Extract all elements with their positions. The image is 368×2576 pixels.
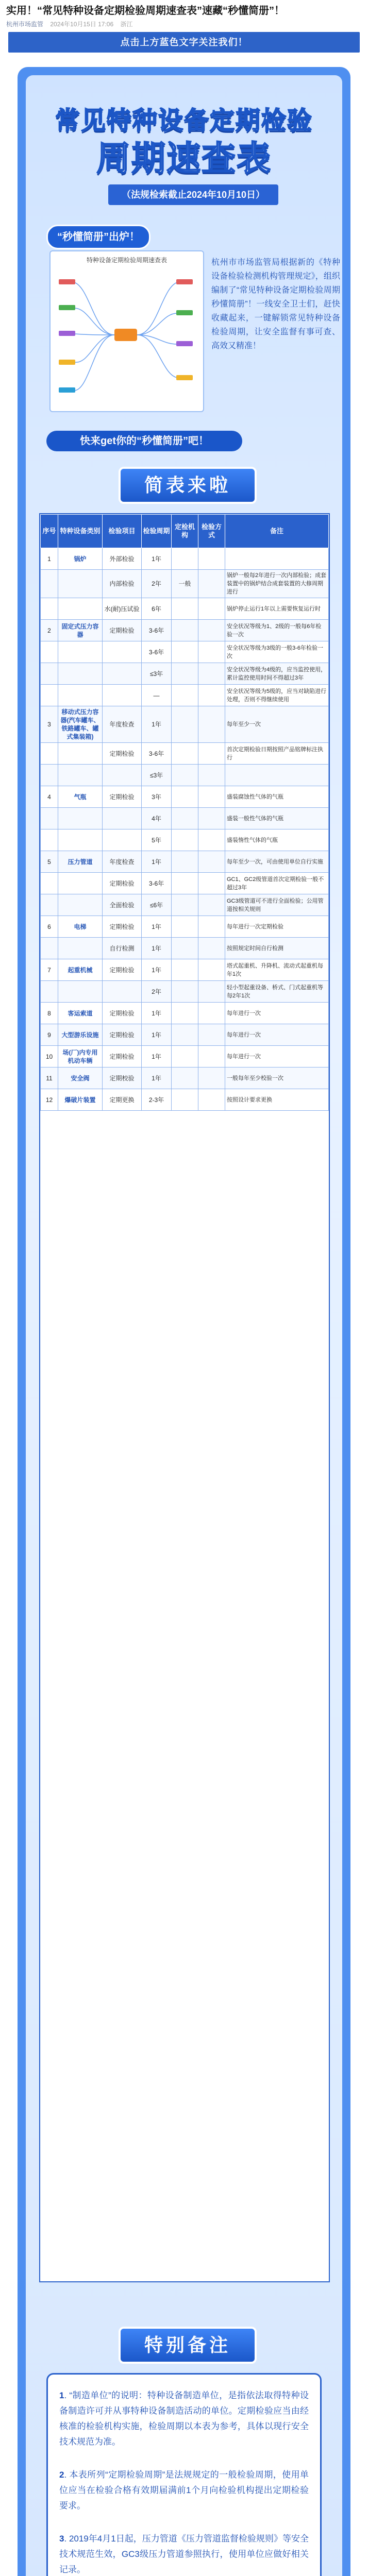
table-cell: 每年至少一次，可由使用单位自行实施: [225, 851, 329, 873]
table-row: [41, 1046, 329, 1067]
table-cell: [103, 808, 142, 829]
table-cell: [172, 894, 198, 916]
table-cell: 定期检验: [103, 786, 142, 808]
table-cell: [58, 570, 103, 598]
table-cell: 2年: [142, 570, 172, 598]
table-cell: 安全状况等级为3级的一般3-6年检验一次: [225, 641, 329, 663]
table-cell: 2年: [142, 981, 172, 1003]
table-cell: [198, 1046, 225, 1067]
table-cell: [198, 786, 225, 808]
table-cell: 锅炉停止运行1年以上需要恢复运行时: [225, 598, 329, 620]
table-cell: [172, 981, 198, 1003]
table-cell: 每年进行一次定期检验: [225, 916, 329, 938]
table-cell: 定期检验: [103, 916, 142, 938]
table-cell: 起重机械: [58, 959, 103, 981]
poster-subtitle: （法规检索截止2024年10月10日）: [108, 184, 278, 205]
table-cell: [58, 685, 103, 706]
table-cell: GC1、GC2级管道首次定期检验一般不超过3年: [225, 873, 329, 894]
table-cell: 安全状况等级为4级的，应当监控使用，累计监控使用时间不得超过3年: [225, 663, 329, 685]
table-cell: ≤6年: [142, 894, 172, 916]
table-cell: [198, 851, 225, 873]
table-cell: [41, 743, 58, 765]
table-cell: 锅炉: [58, 548, 103, 570]
table-cell: [41, 765, 58, 786]
table-cell: [198, 1003, 225, 1024]
table-cell: 定期更换: [103, 1089, 142, 1111]
table-cell: 定期检验: [103, 873, 142, 894]
table-cell: 一般每年至少校验一次: [225, 1067, 329, 1089]
table-cell: 内部检验: [103, 570, 142, 598]
table-cell: 1年: [142, 548, 172, 570]
table-cell: [172, 663, 198, 685]
table-cell: [198, 685, 225, 706]
note-number: 1: [59, 2391, 64, 2400]
table-cell: 1年: [142, 916, 172, 938]
table-cell: [41, 598, 58, 620]
article-meta: [6, 20, 362, 28]
table-cell: [41, 808, 58, 829]
publish-location: 浙江: [120, 21, 133, 28]
table-header-cell: 检验项目: [103, 515, 142, 548]
mascot-tag: “秒懂简册”出炉！: [46, 225, 150, 249]
note-text: “制造单位”的说明：特种设备制造单位，是指依法取得特种设备制造许可并从事特种设备制造活动的单位。定期检验应当由经核准的检验机构实施，检验周期以本表为参考，具体以现行安全技术规范为准。: [59, 2391, 309, 2447]
table-body: [41, 548, 329, 1111]
table-cell: [198, 829, 225, 851]
table-cell: 3-6年: [142, 641, 172, 663]
table-cell: [198, 938, 225, 959]
table-cell: [198, 765, 225, 786]
table-cell: [41, 894, 58, 916]
table-cell: [198, 808, 225, 829]
table-cell: [198, 959, 225, 981]
poster-inner: [26, 75, 342, 2576]
table-cell: [198, 663, 225, 685]
table-header-cell: 备注: [225, 515, 329, 548]
table-cell: [58, 873, 103, 894]
table-row: [41, 570, 329, 598]
table-cell: [58, 894, 103, 916]
table-cell: [172, 685, 198, 706]
table-cell: 8: [41, 1003, 58, 1024]
inspection-table-grid: [40, 514, 329, 1111]
notes-card: [46, 2373, 322, 2576]
table-row: [41, 873, 329, 894]
table-cell: 安全状况等级为5级的，应当对缺陷进行处理，否则不得继续使用: [225, 685, 329, 706]
table-cell: 定期检验: [103, 1003, 142, 1024]
table-header-cell: 检验方式: [198, 515, 225, 548]
table-cell: [172, 641, 198, 663]
table-cell: 2-3年: [142, 1089, 172, 1111]
table-cell: [198, 873, 225, 894]
table-row: [41, 829, 329, 851]
table-cell: 锅炉一般每2年进行一次内部检验；成套装置中的锅炉结合成套装置的大修周期进行: [225, 570, 329, 598]
table-cell: 年度检查: [103, 706, 142, 743]
table-cell: [41, 938, 58, 959]
table-cell: [172, 786, 198, 808]
table-row: [41, 620, 329, 641]
table-cell: [58, 808, 103, 829]
table-header-cell: 序号: [41, 515, 58, 548]
table-cell: [58, 743, 103, 765]
table-cell: ≤3年: [142, 663, 172, 685]
table-cell: [172, 598, 198, 620]
table-row: [41, 1003, 329, 1024]
table-cell: [172, 873, 198, 894]
table-cell: 定期校验: [103, 1067, 142, 1089]
table-row: [41, 959, 329, 981]
table-row: [41, 743, 329, 765]
table-cell: 定期检验: [103, 743, 142, 765]
table-row: [41, 706, 329, 743]
table-cell: [58, 981, 103, 1003]
note-text: 本表所列“定期检验周期”是法规规定的一般检验周期，使用单位应当在检验合格有效期届满前1个月向检验机构提出定期检验要求。: [59, 2470, 309, 2511]
mindmap-diagram: [54, 267, 198, 406]
article-header: [0, 0, 368, 29]
author-link[interactable]: 杭州市场监管: [6, 21, 44, 28]
table-cell: 7: [41, 959, 58, 981]
table-cell: 定期检验: [103, 620, 142, 641]
table-cell: [198, 1024, 225, 1046]
table-row: [41, 1067, 329, 1089]
table-cell: 压力管道: [58, 851, 103, 873]
table-cell: [58, 829, 103, 851]
table-cell: 3年: [142, 786, 172, 808]
table-cell: [172, 1046, 198, 1067]
table-cell: [198, 916, 225, 938]
table-cell: [58, 641, 103, 663]
table-header-cell: 特种设备类别: [58, 515, 103, 548]
poster: [18, 67, 350, 2576]
table-cell: [41, 873, 58, 894]
note-number: 2: [59, 2470, 64, 2480]
table-cell: [225, 548, 329, 570]
table-cell: [41, 663, 58, 685]
table-row: [41, 916, 329, 938]
table-cell: 按照设计要求更换: [225, 1089, 329, 1111]
table-row: [41, 685, 329, 706]
table-row: [41, 663, 329, 685]
notes-heading: 特别备注: [119, 2327, 257, 2364]
table-cell: [198, 570, 225, 598]
table-cell: [172, 548, 198, 570]
follow-banner[interactable]: 点击上方蓝色文字关注我们！: [8, 32, 360, 53]
table-cell: [172, 706, 198, 743]
table-cell: [198, 598, 225, 620]
table-cell: ≤3年: [142, 765, 172, 786]
table-cell: 客运索道: [58, 1003, 103, 1024]
table-cell: [172, 851, 198, 873]
table-header-cell: 定检机构: [172, 515, 198, 548]
table-cell: 1: [41, 548, 58, 570]
table-cell: 6年: [142, 598, 172, 620]
table-cell: [172, 1089, 198, 1111]
table-cell: 1年: [142, 706, 172, 743]
table-heading: 简表来啦: [119, 467, 257, 504]
table-cell: 1年: [142, 1067, 172, 1089]
table-cell: 每年进行一次: [225, 1003, 329, 1024]
table-cell: [103, 765, 142, 786]
get-tag: 快来get你的“秒懂简册”吧！: [46, 431, 242, 451]
table-cell: —: [142, 685, 172, 706]
table-cell: 3-6年: [142, 620, 172, 641]
table-cell: 2: [41, 620, 58, 641]
table-cell: 电梯: [58, 916, 103, 938]
table-cell: 气瓶: [58, 786, 103, 808]
table-cell: 盛装腐蚀性气体的气瓶: [225, 786, 329, 808]
table-cell: [103, 663, 142, 685]
table-cell: [172, 938, 198, 959]
table-row: [41, 938, 329, 959]
table-cell: 外部检验: [103, 548, 142, 570]
table-cell: [172, 829, 198, 851]
note-item-2: 2. 本表所列“定期检验周期”是法规规定的一般检验周期，使用单位应当在检验合格有效期届满前1个月向检验机构提出定期检验要求。: [59, 2470, 309, 2511]
table-cell: [172, 765, 198, 786]
table-cell: 安全阀: [58, 1067, 103, 1089]
table-cell: [198, 1089, 225, 1111]
table-cell: 盛装惰性气体的气瓶: [225, 829, 329, 851]
table-cell: 3: [41, 706, 58, 743]
table-cell: [172, 1067, 198, 1089]
table-cell: [172, 620, 198, 641]
table-cell: 定期检验: [103, 1046, 142, 1067]
table-cell: 年度检查: [103, 851, 142, 873]
table-cell: 每年进行一次: [225, 1046, 329, 1067]
table-cell: [198, 641, 225, 663]
table-cell: 按照规定时间自行检测: [225, 938, 329, 959]
table-cell: 自行检测: [103, 938, 142, 959]
table-cell: GC3级管道可不进行全面检验；公用管道按相关规则: [225, 894, 329, 916]
table-cell: 10: [41, 1046, 58, 1067]
table-row: [41, 548, 329, 570]
inspection-table: [39, 513, 330, 2282]
table-cell: 安全状况等级为1、2级的一般每6年检验一次: [225, 620, 329, 641]
table-cell: 移动式压力容器(汽车罐车、铁路罐车、罐式集装箱): [58, 706, 103, 743]
table-cell: 1年: [142, 851, 172, 873]
table-cell: [225, 765, 329, 786]
table-cell: 塔式起重机、升降机、流动式起重机每年1次: [225, 959, 329, 981]
table-row: [41, 851, 329, 873]
table-cell: [58, 663, 103, 685]
table-row: [41, 1024, 329, 1046]
table-cell: 首次定期检验日期按照产品铭牌标注执行: [225, 743, 329, 765]
table-cell: [172, 808, 198, 829]
table-cell: 1年: [142, 1003, 172, 1024]
table-cell: [103, 981, 142, 1003]
poster-title-line2: 周期速查表: [96, 139, 272, 177]
table-cell: 每年至少一次: [225, 706, 329, 743]
table-cell: [198, 894, 225, 916]
note-item-3: 3. 2019年4月1日起，压力管道《压力管道监督检验规则》等安全技术规范生效，GC3级压力管道参照执行，使用单位应做好相关记录。: [59, 2534, 309, 2574]
table-cell: [198, 620, 225, 641]
table-cell: 11: [41, 1067, 58, 1089]
table-cell: 水(耐)压试验: [103, 598, 142, 620]
table-cell: [41, 829, 58, 851]
table-cell: 一般: [172, 570, 198, 598]
article-title: 实用！“常见特种设备定期检验周期速查表”速藏“秒懂简册”！: [6, 5, 285, 16]
table-cell: [172, 1024, 198, 1046]
table-cell: [172, 916, 198, 938]
table-cell: 爆破片装置: [58, 1089, 103, 1111]
table-row: [41, 786, 329, 808]
table-row: [41, 1089, 329, 1111]
table-header-row: [41, 515, 329, 548]
intro-paragraph: 杭州市市场监管局根据新的《特种设备检验检测机构管理规定》，组织编制了“常见特种设备定期检验周期秒懂简册”！一线安全卫士们，赶快收藏起来，一键解锁常见特种设备检验周期，让安全监督有事可查、高效又精准！: [211, 258, 340, 350]
table-cell: [58, 765, 103, 786]
note-number: 3: [59, 2534, 64, 2544]
table-cell: 6: [41, 916, 58, 938]
publish-date: 2024年10月15日 17:06: [50, 21, 114, 28]
table-cell: [103, 641, 142, 663]
table-header-cell: 检验周期: [142, 515, 172, 548]
table-cell: 5年: [142, 829, 172, 851]
table-cell: [172, 743, 198, 765]
table-cell: [41, 685, 58, 706]
table-cell: 每年进行一次: [225, 1024, 329, 1046]
table-cell: 大型游乐设施: [58, 1024, 103, 1046]
table-cell: [172, 1003, 198, 1024]
table-cell: 4: [41, 786, 58, 808]
table-row: [41, 641, 329, 663]
table-cell: 4年: [142, 808, 172, 829]
table-cell: 场(厂)内专用机动车辆: [58, 1046, 103, 1067]
table-cell: 3-6年: [142, 743, 172, 765]
mindmap-title: 特种设备定期检验周期速查表: [86, 257, 167, 264]
table-cell: [58, 598, 103, 620]
table-cell: [198, 706, 225, 743]
table-cell: [103, 685, 142, 706]
table-cell: 轻小型起重设备、桥式、门式起重机等每2年1次: [225, 981, 329, 1003]
table-cell: [172, 959, 198, 981]
table-cell: [58, 938, 103, 959]
table-cell: [198, 743, 225, 765]
table-cell: 1年: [142, 959, 172, 981]
table-cell: 3-6年: [142, 873, 172, 894]
table-cell: 12: [41, 1089, 58, 1111]
table-row: [41, 981, 329, 1003]
table-cell: [41, 641, 58, 663]
table-cell: 5: [41, 851, 58, 873]
table-row: [41, 894, 329, 916]
table-cell: [198, 981, 225, 1003]
table-cell: 全面检验: [103, 894, 142, 916]
table-cell: 1年: [142, 938, 172, 959]
table-row: [41, 808, 329, 829]
table-cell: 盛装一般性气体的气瓶: [225, 808, 329, 829]
table-cell: [41, 570, 58, 598]
note-text: 2019年4月1日起，压力管道《压力管道监督检验规则》等安全技术规范生效，GC3级压力管道参照执行，使用单位应做好相关记录。: [59, 2534, 309, 2574]
table-cell: [198, 548, 225, 570]
mindmap-card: [49, 250, 204, 412]
note-item-1: 1. “制造单位”的说明：特种设备制造单位，是指依法取得特种设备制造许可并从事特种设备制造活动的单位。定期检验应当由经核准的检验机构实施，检验周期以本表为参考，具体以现行安全技术规范为准。: [59, 2391, 309, 2447]
table-cell: [103, 829, 142, 851]
table-cell: 定期检验: [103, 1024, 142, 1046]
table-cell: 9: [41, 1024, 58, 1046]
table-row: [41, 598, 329, 620]
table-cell: 固定式压力容器: [58, 620, 103, 641]
table-cell: 定期检验: [103, 959, 142, 981]
table-cell: 1年: [142, 1024, 172, 1046]
mindmap-center-node: [114, 329, 137, 341]
table-row: [41, 765, 329, 786]
table-cell: [198, 1067, 225, 1089]
table-cell: [41, 981, 58, 1003]
poster-title-line1: 常见特种设备定期检验: [55, 107, 313, 134]
table-cell: 1年: [142, 1046, 172, 1067]
